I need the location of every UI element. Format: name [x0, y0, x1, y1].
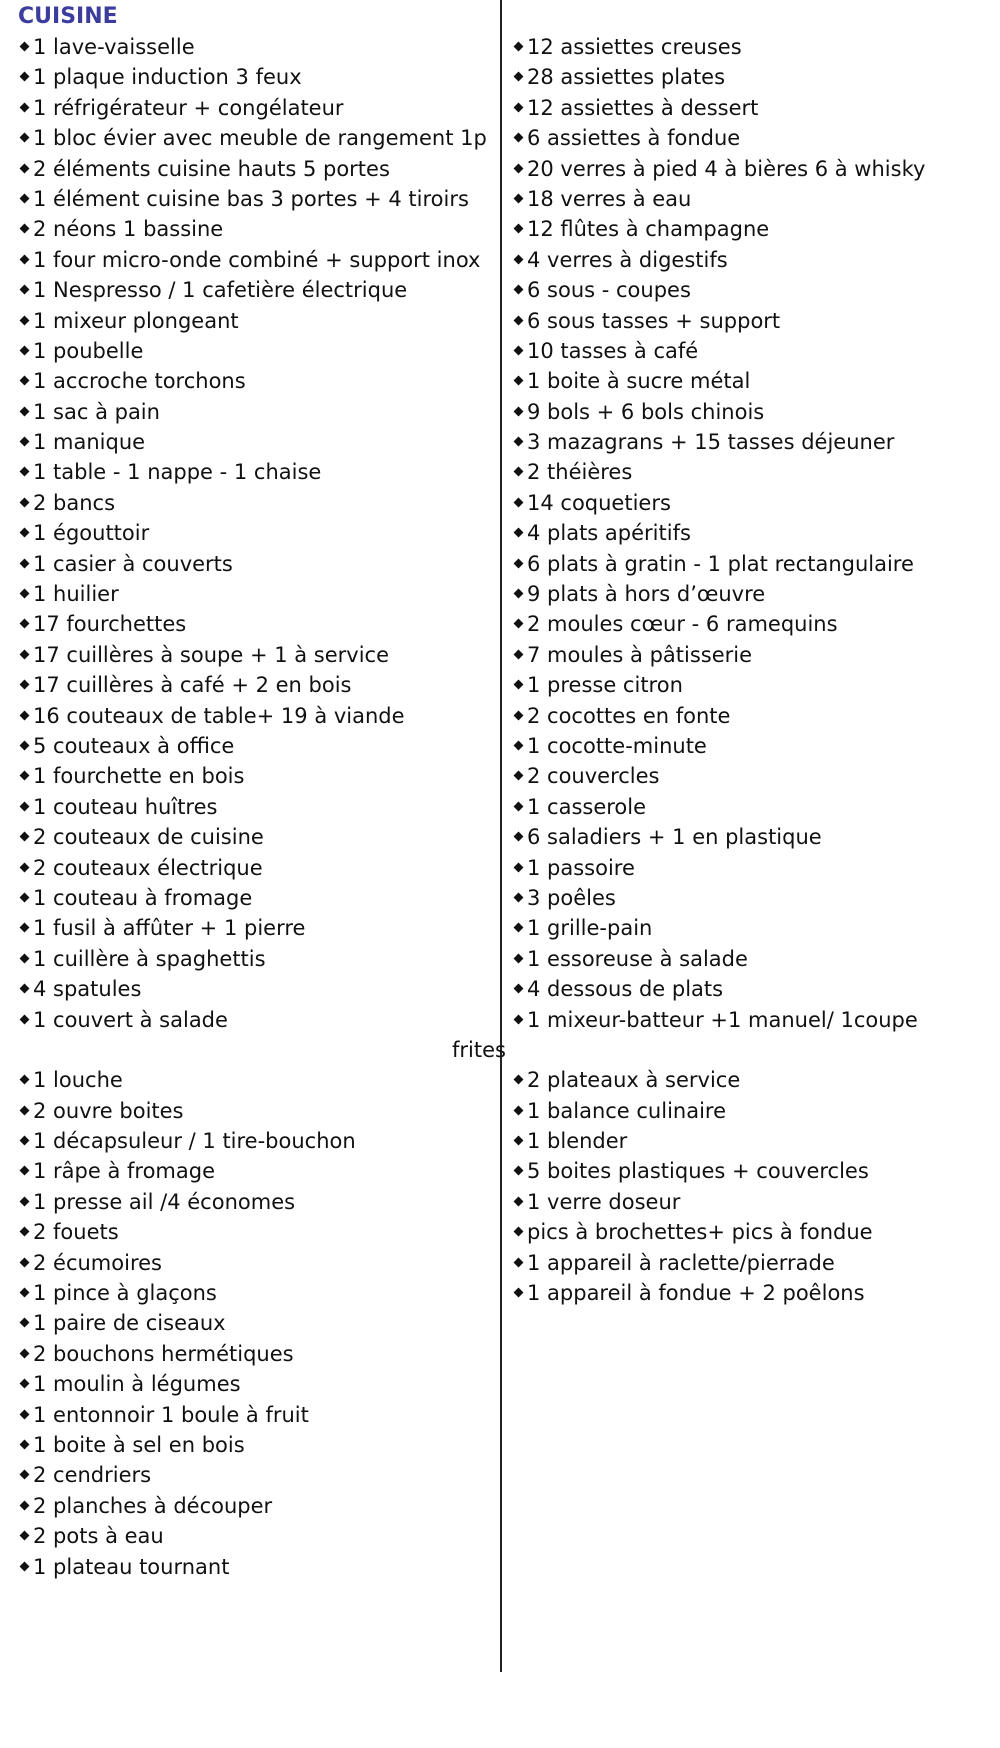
list-item-text: 2 pots à eau [33, 1524, 164, 1549]
list-item-text: 2 couvercles [527, 764, 660, 789]
list-item-text: 1 appareil à raclette/pierrade [527, 1250, 835, 1275]
diamond-bullet-icon [20, 619, 30, 629]
list-item-text: 1 égouttoir [33, 521, 150, 546]
list-item-text: 10 tasses à café [527, 338, 699, 363]
list-item [512, 1278, 982, 1308]
list-item-text: 1 plaque induction 3 feux [33, 65, 302, 90]
list-item [18, 397, 498, 427]
list-item [18, 1278, 498, 1308]
list-item-text: 1 décapsuleur / 1 tire-bouchon [33, 1129, 356, 1154]
page-title: CUISINE [18, 4, 118, 29]
list-item-text: 1 mixeur-batteur +1 manuel/ 1coupe [527, 1007, 918, 1032]
diamond-bullet-icon [514, 1196, 524, 1206]
diamond-bullet-icon [514, 224, 524, 234]
diamond-bullet-icon [514, 923, 524, 933]
diamond-bullet-icon [514, 892, 524, 902]
diamond-bullet-icon [20, 1531, 30, 1541]
diamond-bullet-icon [20, 1288, 30, 1298]
diamond-bullet-icon [20, 1348, 30, 1358]
list-item-text: 1 casier à couverts [33, 551, 233, 576]
diamond-bullet-icon [20, 1105, 30, 1115]
list-item-text: 2 néons 1 bassine [33, 217, 224, 242]
diamond-bullet-icon [514, 649, 524, 659]
list-item-text: 1 lave-vaisselle [33, 35, 195, 59]
list-item [18, 1187, 498, 1217]
list-item [512, 731, 982, 761]
diamond-bullet-icon [514, 984, 524, 994]
list-item-text: 1 boite à sel en bois [33, 1432, 245, 1457]
column-divider [500, 0, 502, 1672]
list-item-text: 12 assiettes à dessert [527, 95, 759, 120]
list-item [512, 1217, 982, 1247]
diamond-bullet-icon [20, 467, 30, 477]
list-item [512, 549, 982, 579]
list-item [18, 792, 498, 822]
list-spacer [18, 1035, 498, 1065]
list-item-text: 1 moulin à légumes [33, 1372, 241, 1397]
diamond-bullet-icon [20, 1227, 30, 1237]
diamond-bullet-icon [514, 102, 524, 112]
list-item-text: 1 bloc évier avec meuble de rangement 1p [33, 126, 487, 151]
diamond-bullet-icon [514, 528, 524, 538]
diamond-bullet-icon [20, 437, 30, 447]
list-item-text: 3 mazagrans + 15 tasses déjeuner [527, 430, 895, 455]
diamond-bullet-icon [514, 1105, 524, 1115]
list-item-text: 1 couteau à fromage [33, 885, 253, 910]
list-item [18, 457, 498, 487]
diamond-bullet-icon [514, 437, 524, 447]
list-item-text: 1 mixeur plongeant [33, 308, 239, 333]
list-item [512, 609, 982, 639]
diamond-bullet-icon [514, 406, 524, 416]
list-item [18, 366, 498, 396]
list-item [512, 670, 982, 700]
list-item-text: 2 écumoires [33, 1250, 162, 1275]
left-inventory-list [18, 32, 498, 1582]
diamond-bullet-icon [20, 376, 30, 386]
list-item-text: 2 cendriers [33, 1463, 152, 1488]
list-item [18, 853, 498, 883]
list-item [512, 640, 982, 670]
diamond-bullet-icon [514, 1166, 524, 1176]
list-item [18, 1096, 498, 1126]
diamond-bullet-icon [20, 315, 30, 325]
list-item-text: 1 manique [33, 430, 146, 455]
diamond-bullet-icon [20, 832, 30, 842]
list-item-text: 1 presse ail /4 économes [33, 1189, 296, 1214]
list-item-text: 2 éléments cuisine hauts 5 portes [33, 156, 390, 181]
diamond-bullet-icon [20, 710, 30, 720]
list-item-text: 2 fouets [33, 1220, 119, 1245]
list-item-text: 1 couteau huîtres [33, 794, 218, 819]
list-item [512, 792, 982, 822]
diamond-bullet-icon [20, 345, 30, 355]
list-item [18, 488, 498, 518]
diamond-bullet-icon [514, 801, 524, 811]
list-item [18, 32, 498, 62]
list-item [18, 640, 498, 670]
list-item [18, 184, 498, 214]
list-item-text: 6 plats à gratin - 1 plat rectangulaire [527, 551, 914, 576]
list-item-text: 2 couteaux électrique [33, 855, 263, 880]
list-item [512, 397, 982, 427]
list-item [512, 336, 982, 366]
list-item [18, 1430, 498, 1460]
list-item-text: 4 dessous de plats [527, 977, 724, 1002]
diamond-bullet-icon [20, 1014, 30, 1024]
list-item [18, 701, 498, 731]
list-item-text: 1 poubelle [33, 338, 144, 363]
list-item [512, 853, 982, 883]
list-item [18, 275, 498, 305]
list-item [18, 245, 498, 275]
diamond-bullet-icon [514, 133, 524, 143]
diamond-bullet-icon [20, 406, 30, 416]
list-item-text: 1 blender [527, 1129, 628, 1154]
list-item-text: 14 coquetiers [527, 490, 671, 515]
diamond-bullet-icon [20, 984, 30, 994]
diamond-bullet-icon [514, 254, 524, 264]
list-item [18, 123, 498, 153]
diamond-bullet-icon [514, 42, 524, 52]
list-item [18, 1339, 498, 1369]
diamond-bullet-icon [20, 1470, 30, 1480]
list-item-text: 2 théières [527, 460, 633, 485]
diamond-bullet-icon [514, 497, 524, 507]
list-item-text: 1 grille-pain [527, 916, 653, 941]
diamond-bullet-icon [20, 1257, 30, 1267]
diamond-bullet-icon [20, 1561, 30, 1571]
list-item-text: 1 entonnoir 1 boule à fruit [33, 1402, 309, 1427]
list-item [512, 579, 982, 609]
list-item-text: 1 huilier [33, 582, 119, 607]
list-item-text: 17 cuillères à café + 2 en bois [33, 673, 352, 698]
list-item [18, 1005, 498, 1035]
diamond-bullet-icon [20, 1166, 30, 1176]
list-item-continuation [452, 1035, 982, 1065]
list-item-text: 1 sac à pain [33, 399, 160, 424]
diamond-bullet-icon [514, 345, 524, 355]
diamond-bullet-icon [20, 589, 30, 599]
list-item-text: 1 presse citron [527, 673, 683, 698]
diamond-bullet-icon [514, 376, 524, 386]
list-item-text: 1 pince à glaçons [33, 1281, 217, 1306]
list-item [18, 306, 498, 336]
diamond-bullet-icon [20, 133, 30, 143]
diamond-bullet-icon [20, 163, 30, 173]
diamond-bullet-icon [20, 224, 30, 234]
diamond-bullet-icon [514, 1288, 524, 1298]
list-item [18, 214, 498, 244]
diamond-bullet-icon [514, 194, 524, 204]
list-item-text: 28 assiettes plates [527, 65, 726, 90]
diamond-bullet-icon [20, 1318, 30, 1328]
diamond-bullet-icon [20, 1379, 30, 1389]
list-item [18, 761, 498, 791]
list-item [512, 518, 982, 548]
list-item [18, 1400, 498, 1430]
diamond-bullet-icon [20, 953, 30, 963]
list-item-text: 1 râpe à fromage [33, 1159, 215, 1184]
list-item-text: 6 sous - coupes [527, 278, 691, 303]
diamond-bullet-icon [20, 528, 30, 538]
list-item [512, 245, 982, 275]
list-item-text: 1 plateau tournant [33, 1554, 230, 1579]
list-item-text: 1 cocotte-minute [527, 733, 707, 758]
list-item [512, 123, 982, 153]
list-item-text: 17 cuillères à soupe + 1 à service [33, 642, 390, 667]
diamond-bullet-icon [20, 72, 30, 82]
list-item-text: 1 fourchette en bois [33, 764, 245, 789]
list-item-text: 1 fusil à affûter + 1 pierre [33, 916, 306, 941]
list-item [512, 184, 982, 214]
list-item [18, 1552, 498, 1582]
list-item [512, 488, 982, 518]
list-item [512, 1187, 982, 1217]
list-item [512, 275, 982, 305]
list-item [18, 1217, 498, 1247]
list-item [512, 1096, 982, 1126]
list-item [18, 670, 498, 700]
diamond-bullet-icon [514, 771, 524, 781]
diamond-bullet-icon [20, 194, 30, 204]
list-item [18, 62, 498, 92]
diamond-bullet-icon [20, 1075, 30, 1085]
list-item [18, 1369, 498, 1399]
list-item-text: 1 boite à sucre métal [527, 369, 751, 394]
list-item [512, 974, 982, 1004]
diamond-bullet-icon [514, 619, 524, 629]
list-item [512, 822, 982, 852]
list-item-text: 1 Nespresso / 1 cafetière électrique [33, 278, 408, 303]
list-item [18, 731, 498, 761]
diamond-bullet-icon [20, 285, 30, 295]
list-item [512, 913, 982, 943]
diamond-bullet-icon [514, 1136, 524, 1146]
list-item-text: 5 couteaux à office [33, 733, 235, 758]
diamond-bullet-icon [514, 285, 524, 295]
list-item [512, 457, 982, 487]
list-item [512, 62, 982, 92]
list-item-text: 1 louche [33, 1068, 123, 1093]
diamond-bullet-icon [514, 710, 524, 720]
list-item [18, 1491, 498, 1521]
list-item-text: 2 cocottes en fonte [527, 703, 731, 728]
list-item [18, 518, 498, 548]
diamond-bullet-icon [514, 741, 524, 751]
list-item [512, 154, 982, 184]
list-item [18, 1065, 498, 1095]
list-item [512, 1005, 982, 1035]
list-item [18, 883, 498, 913]
list-item [18, 1460, 498, 1490]
diamond-bullet-icon [514, 589, 524, 599]
diamond-bullet-icon [20, 42, 30, 52]
list-item-text: 2 planches à découper [33, 1493, 273, 1518]
list-item-text: 1 passoire [527, 855, 635, 880]
list-item-text: 1 cuillère à spaghettis [33, 946, 266, 971]
list-item-text: 2 bouchons hermétiques [33, 1341, 294, 1366]
list-item-text: 6 saladiers + 1 en plastique [527, 825, 822, 850]
diamond-bullet-icon [20, 1136, 30, 1146]
list-item-text: 6 assiettes à fondue [527, 126, 741, 151]
list-item-text: 2 moules cœur - 6 ramequins [527, 612, 838, 637]
list-item-text: 12 assiettes creuses [527, 35, 742, 59]
list-item [18, 913, 498, 943]
diamond-bullet-icon [514, 72, 524, 82]
list-item-text: 9 plats à hors d’œuvre [527, 582, 766, 607]
diamond-bullet-icon [514, 558, 524, 568]
list-item [512, 944, 982, 974]
list-item-text: 20 verres à pied 4 à bières 6 à whisky [527, 156, 926, 181]
diamond-bullet-icon [20, 923, 30, 933]
diamond-bullet-icon [20, 1440, 30, 1450]
list-item [18, 822, 498, 852]
diamond-bullet-icon [20, 649, 30, 659]
list-item [512, 366, 982, 396]
list-item [512, 1126, 982, 1156]
list-item [18, 93, 498, 123]
list-item [18, 336, 498, 366]
list-item-text: 1 accroche torchons [33, 369, 246, 394]
diamond-bullet-icon [514, 832, 524, 842]
list-item-text: 17 fourchettes [33, 612, 187, 637]
list-item-text: 1 couvert à salade [33, 1007, 228, 1032]
list-item [18, 609, 498, 639]
list-item [18, 944, 498, 974]
list-item-text: 4 plats apéritifs [527, 521, 691, 546]
list-item-text: 1 verre doseur [527, 1189, 681, 1214]
right-inventory-list [452, 32, 982, 1308]
list-item [18, 974, 498, 1004]
diamond-bullet-icon [20, 102, 30, 112]
diamond-bullet-icon [20, 771, 30, 781]
diamond-bullet-icon [20, 254, 30, 264]
list-item [512, 1065, 982, 1095]
list-item-text: 2 plateaux à service [527, 1068, 741, 1093]
list-item-text: 2 couteaux de cuisine [33, 825, 264, 850]
diamond-bullet-icon [20, 892, 30, 902]
diamond-bullet-icon [514, 1227, 524, 1237]
list-item-text: 4 verres à digestifs [527, 247, 728, 272]
diamond-bullet-icon [514, 953, 524, 963]
list-item [18, 1308, 498, 1338]
diamond-bullet-icon [20, 680, 30, 690]
diamond-bullet-icon [20, 862, 30, 872]
list-item-text: 7 moules à pâtisserie [527, 642, 753, 667]
list-item-text: 1 four micro-onde combiné + support inox [33, 247, 481, 272]
list-item [18, 154, 498, 184]
list-item-text: 9 bols + 6 bols chinois [527, 399, 765, 424]
list-item-text: 5 boites plastiques + couvercles [527, 1159, 869, 1184]
diamond-bullet-icon [514, 467, 524, 477]
list-item-text: 1 appareil à fondue + 2 poêlons [527, 1281, 865, 1306]
list-item [18, 549, 498, 579]
list-item-text: 1 essoreuse à salade [527, 946, 748, 971]
list-item-text: 18 verres à eau [527, 186, 692, 211]
list-item [512, 1248, 982, 1278]
diamond-bullet-icon [20, 1500, 30, 1510]
list-item [18, 1126, 498, 1156]
list-item [512, 306, 982, 336]
diamond-bullet-icon [514, 680, 524, 690]
diamond-bullet-icon [20, 801, 30, 811]
diamond-bullet-icon [20, 1409, 30, 1419]
list-item-text: 1 table - 1 nappe - 1 chaise [33, 460, 322, 485]
list-item [512, 32, 982, 62]
list-item [512, 93, 982, 123]
list-item-text: 1 réfrigérateur + congélateur [33, 95, 344, 120]
list-item-text: 2 ouvre boites [33, 1098, 184, 1123]
diamond-bullet-icon [514, 862, 524, 872]
diamond-bullet-icon [20, 1196, 30, 1206]
list-item [18, 1248, 498, 1278]
list-item [512, 883, 982, 913]
diamond-bullet-icon [514, 1075, 524, 1085]
list-item-text: 6 sous tasses + support [527, 308, 781, 333]
list-item-text: 1 élément cuisine bas 3 portes + 4 tiroirs [33, 186, 469, 211]
list-item [512, 761, 982, 791]
list-item [18, 579, 498, 609]
list-item [18, 1156, 498, 1186]
list-item-text: 1 paire de ciseaux [33, 1311, 226, 1336]
list-item-text: pics à brochettes+ pics à fondue [527, 1220, 873, 1245]
list-item-text: 3 poêles [527, 885, 616, 910]
list-item [512, 214, 982, 244]
list-item-text: 12 flûtes à champagne [527, 217, 770, 242]
list-item [512, 1156, 982, 1186]
list-item-text: 4 spatules [33, 977, 142, 1002]
list-item-text: 1 casserole [527, 794, 647, 819]
diamond-bullet-icon [514, 163, 524, 173]
diamond-bullet-icon [20, 558, 30, 568]
diamond-bullet-icon [514, 1014, 524, 1024]
list-item-text: 1 balance culinaire [527, 1098, 727, 1123]
list-item [512, 427, 982, 457]
diamond-bullet-icon [20, 497, 30, 507]
diamond-bullet-icon [514, 315, 524, 325]
list-item [18, 427, 498, 457]
diamond-bullet-icon [514, 1257, 524, 1267]
list-item-text: 16 couteaux de table+ 19 à viande [33, 703, 405, 728]
diamond-bullet-icon [20, 741, 30, 751]
list-item [512, 701, 982, 731]
list-item-text: 2 bancs [33, 490, 116, 515]
list-item-text: frites [452, 1037, 506, 1062]
list-item [18, 1521, 498, 1551]
